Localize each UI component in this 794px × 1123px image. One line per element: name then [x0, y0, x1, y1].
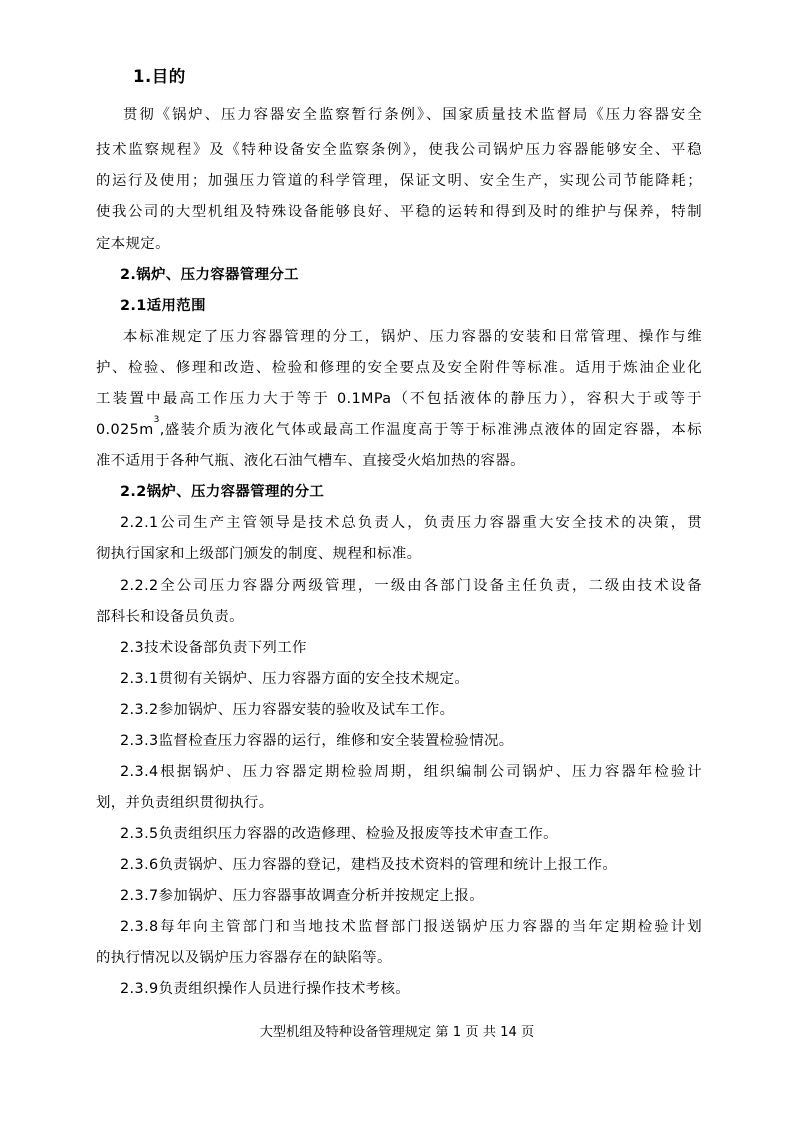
text-line: 彻执行国家和上级部门颁发的制度、规程和标准。: [96, 546, 422, 562]
text-line: 2.3.8每年向主管部门和当地技术监督部门报送锅炉压力容器的当年定期检验计划: [120, 919, 702, 935]
text-line: 2.3.3监督检查压力容器的运行，维修和安全装置检验情况。: [120, 733, 514, 749]
volume-unit-exponent: 3: [153, 415, 160, 425]
text-line: 部科长和设备员负责。: [96, 609, 244, 625]
text-line: 技术监察规程》及《特种设备安全监察条例》，使我公司锅炉压力容器能够安全、平稳: [96, 142, 702, 158]
text-line: 2.3.4根据锅炉、压力容器定期检验周期，组织编制公司锅炉、压力容器年检验计: [120, 764, 702, 780]
volume-separator: ,: [159, 422, 165, 438]
text-line: 的运行及使用；加强压力管道的科学管理，保证文明、安全生产，实现公司节能降耗；: [96, 173, 702, 189]
text-line-rest: 盛装介质为液化气体或最高工作温度高于等于标准沸点液体的固定容器，本标: [164, 422, 702, 438]
text-line: 2.3技术设备部负责下列工作: [120, 640, 307, 656]
text-line: 2.3.9负责组织操作人员进行操作技术考核。: [120, 981, 411, 997]
heading-duties: 2.2锅炉、压力容器管理的分工: [120, 484, 325, 500]
text-line: 2.3.1贯彻有关锅炉、压力容器方面的安全技术规定。: [120, 671, 470, 687]
text-line: 使我公司的大型机组及特殊设备能够良好、平稳的运转和得到及时的维护与保养，特制: [96, 204, 702, 220]
page-footer: 大型机组及特种设备管理规定 第 1 页 共 14 页: [259, 1025, 535, 1040]
text-line: 2.3.6负责锅炉、压力容器的登记，建档及技术资料的管理和统计上报工作。: [120, 857, 618, 873]
text-line: [96, 415, 702, 440]
text-line: 护、检验、修理和改造、检验和修理的安全要点及安全附件等标准。适用于炼油企业化: [96, 360, 702, 376]
text-line: 准不适用于各种气瓶、液化石油气槽车、直接受火焰加热的容器。: [96, 453, 525, 469]
text-line: 定本规定。: [96, 236, 170, 252]
heading-purpose: 1.目的: [133, 67, 186, 86]
text-line: 2.3.2参加锅炉、压力容器安装的验收及试车工作。: [120, 702, 455, 718]
text-line: 划，并负责组织贯彻执行。: [96, 795, 274, 811]
text-line: 2.3.7参加锅炉、压力容器事故调查分析并按规定上报。: [120, 888, 485, 904]
volume-value: 0.025m: [96, 422, 154, 438]
text-line: 2.3.5负责组织压力容器的改造修理、检验及报废等技术审查工作。: [120, 826, 558, 842]
text-line: 2.2.1公司生产主管领导是技术总负责人，负责压力容器重大安全技术的决策，贯: [120, 515, 702, 531]
heading-scope: 2.1适用范围: [120, 298, 206, 314]
text-line: 的执行情况以及锅炉压力容器存在的缺陷等。: [96, 950, 392, 966]
heading-division: 2.锅炉、压力容器管理分工: [120, 267, 299, 283]
text-line: 本标准规定了压力容器管理的分工，锅炉、压力容器的安装和日常管理、操作与维: [123, 329, 702, 345]
text-line: 贯彻《锅炉、压力容器安全监察暂行条例》、国家质量技术监督局《压力容器安全: [123, 107, 702, 123]
text-line: 工装置中最高工作压力大于等于 0.1MPa（不包括液体的静压力），容积大于或等于: [96, 391, 702, 407]
text-line: 2.2.2全公司压力容器分两级管理，一级由各部门设备主任负责，二级由技术设备: [120, 578, 702, 594]
